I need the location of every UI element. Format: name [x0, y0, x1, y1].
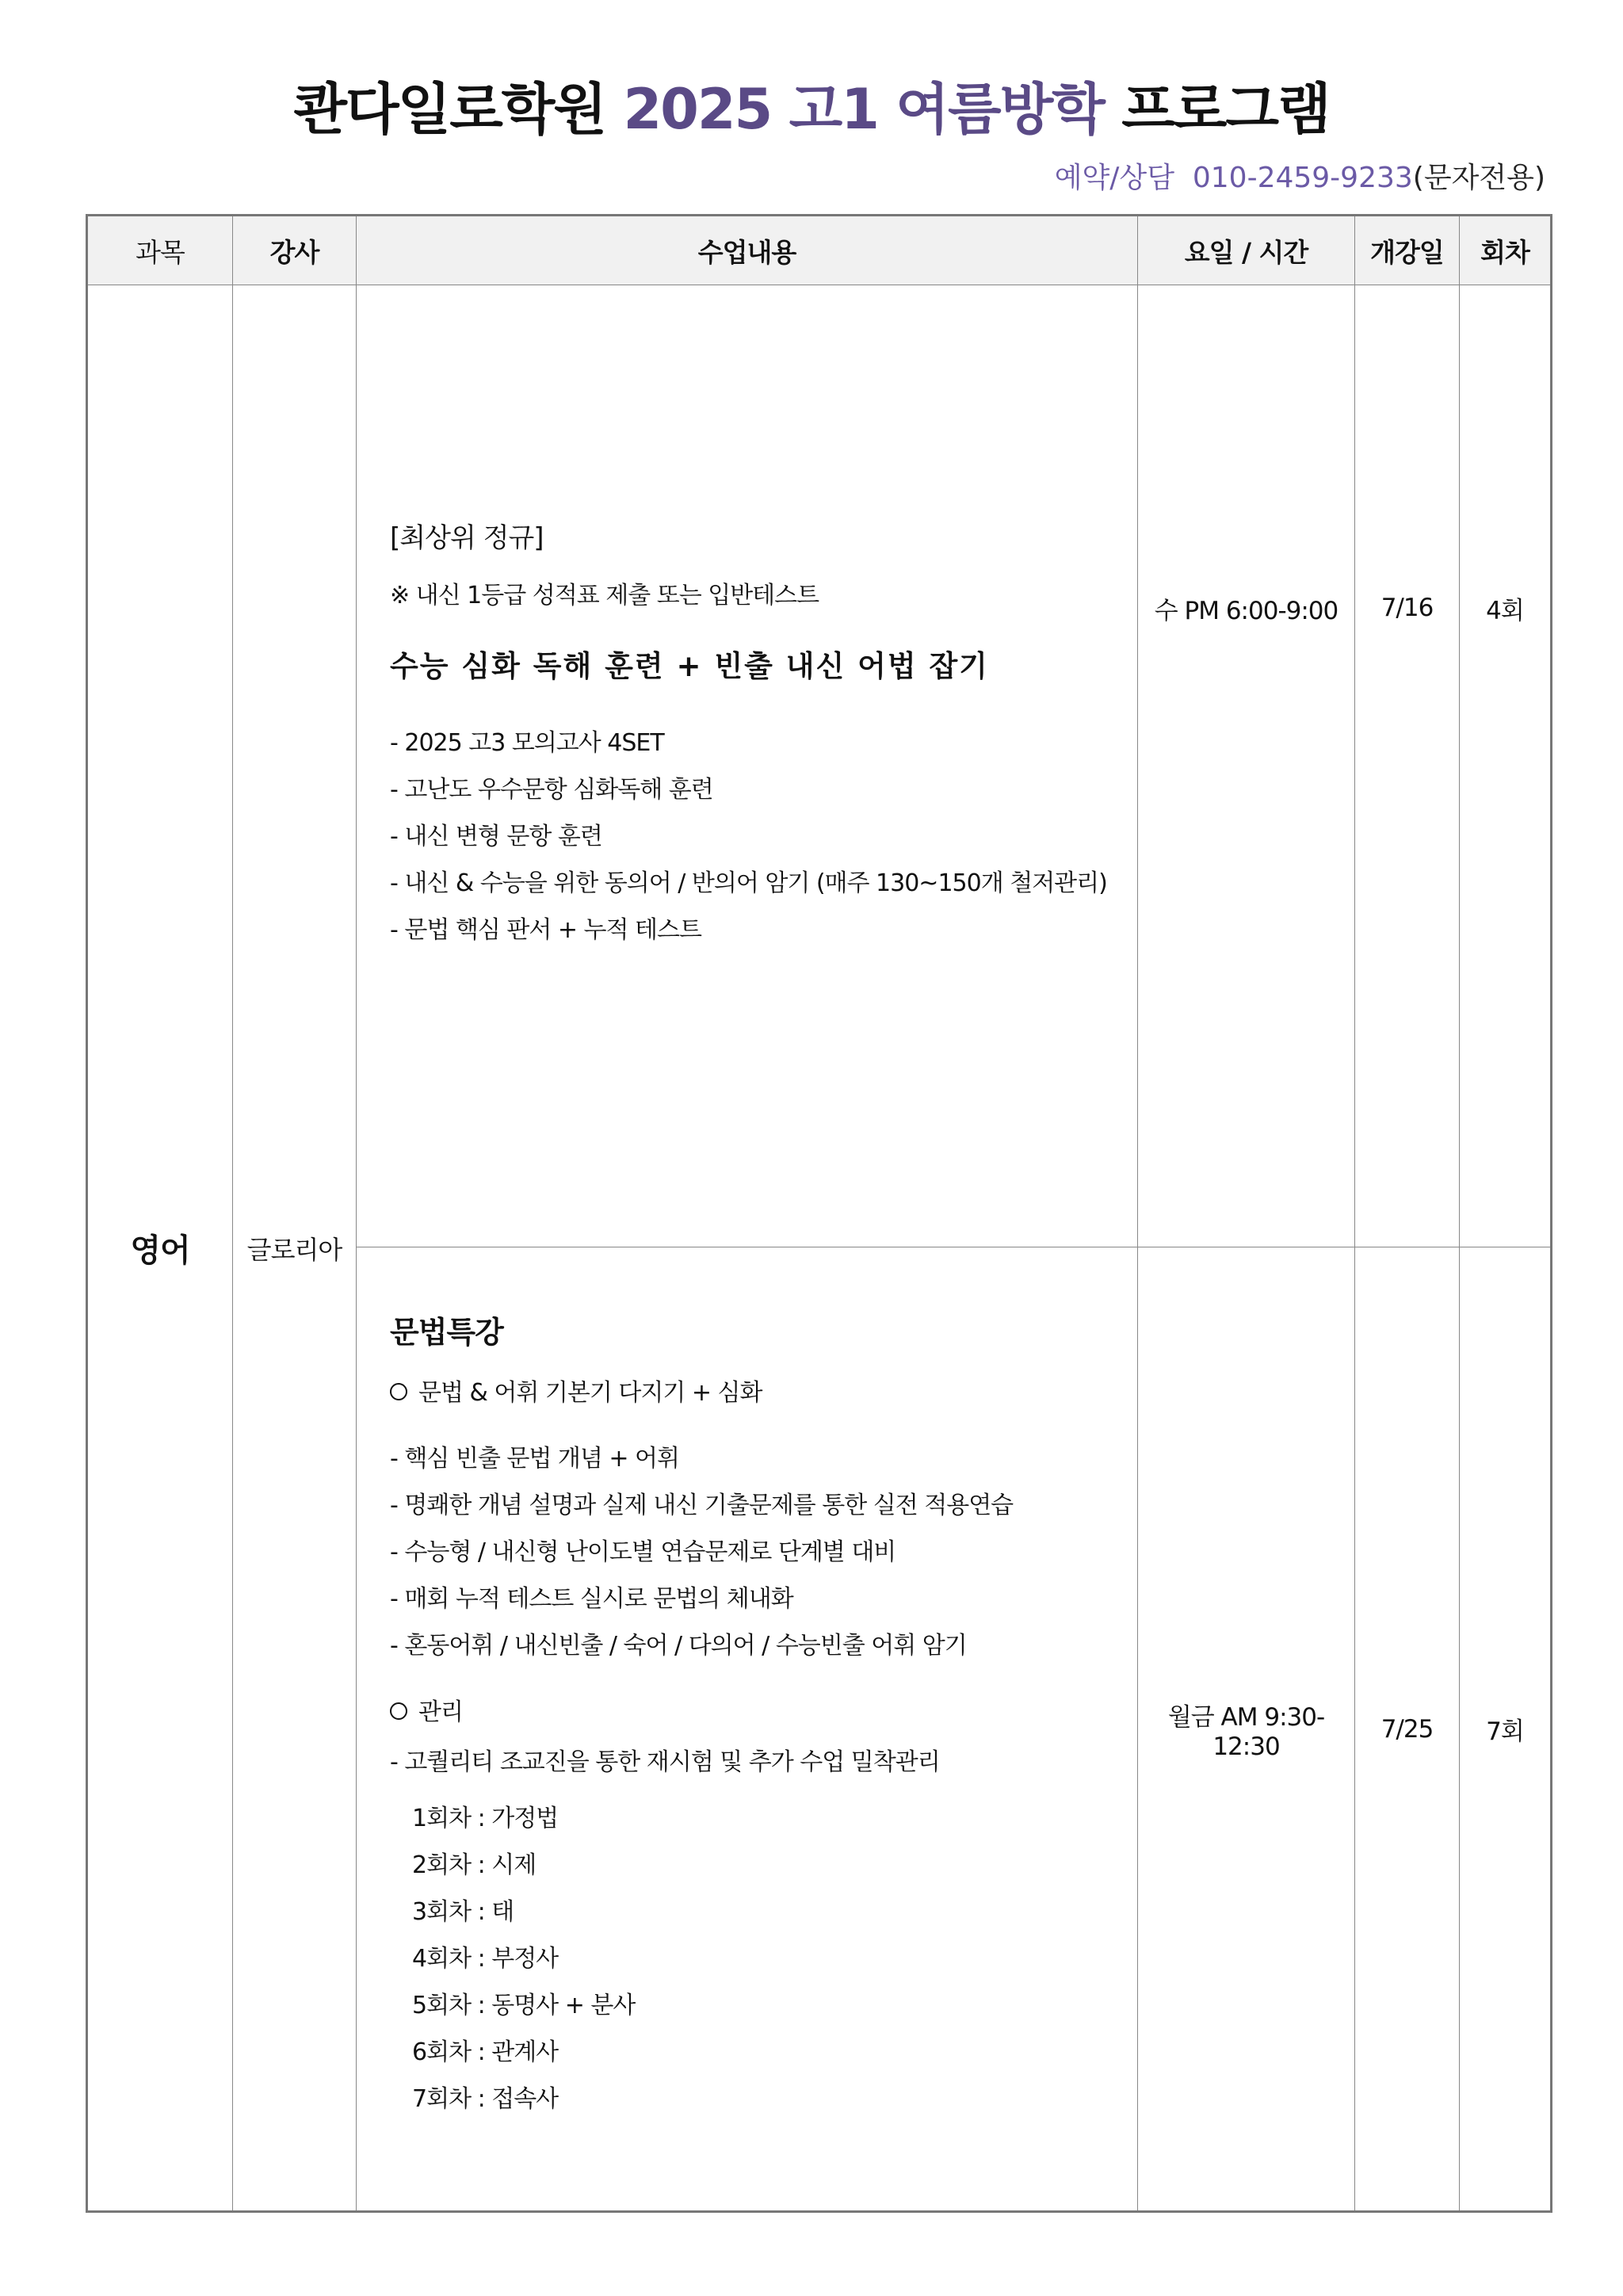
curriculum-item: 7회차 : 접속사 [412, 2085, 559, 2113]
header-row [87, 216, 1552, 285]
curriculum-item: 5회차 : 동명사 + 분사 [412, 1992, 636, 2019]
sessions-cell: 4회 [1460, 285, 1552, 1247]
list-item: - 내신 & 수능을 위한 동의어 / 반의어 암기 (매주 130~150개 철저관리) [390, 869, 1107, 897]
course-headline: 수능 심화 독해 훈련 + 빈출 내신 어법 잡기 [390, 648, 989, 683]
start-cell: 7/25 [1355, 1247, 1460, 2212]
time-cell: 월금 AM 9:30-12:30 [1138, 1247, 1355, 2212]
teacher-cell: 글로리아 [233, 285, 357, 2212]
course-note: ※ 내신 1등급 성적표 제출 또는 입반테스트 [390, 581, 819, 609]
page-title [0, 65, 1623, 145]
contact-phone: 010-2459-9233 [1192, 162, 1413, 194]
header-subject: 과목 [87, 216, 233, 285]
course-bracket: [최상위 정규] [390, 521, 544, 554]
time-cell: 수 PM 6:00-9:00 [1138, 285, 1355, 1247]
curriculum-item: 3회차 : 태 [412, 1898, 514, 1926]
curriculum-item: 4회차 : 부정사 [412, 1945, 559, 1973]
contact-note: (문자전용) [1412, 162, 1545, 194]
title-suffix: 프로그램 [1121, 77, 1330, 142]
header-content: 수업내용 [357, 216, 1138, 285]
header-sessions: 회차 [1460, 216, 1552, 285]
table-row [87, 285, 1552, 1247]
list-item: - 명쾌한 개념 설명과 실제 내신 기출문제를 통한 실전 적용연습 [390, 1492, 1014, 1519]
contact-label: 예약/상담 [1054, 162, 1174, 194]
manage-subtitle: 관리 [390, 1693, 1123, 1733]
list-item: - 수능형 / 내신형 난이도별 연습문제로 단계별 대비 [390, 1538, 896, 1566]
list-item: - 혼동어휘 / 내신빈출 / 숙어 / 다의어 / 수능빈출 어휘 암기 [390, 1632, 967, 1660]
header-time: 요일 / 시간 [1138, 216, 1355, 285]
curriculum-item: 6회차 : 관계사 [412, 2038, 559, 2066]
grammar-title: 문법특강 [390, 1315, 503, 1350]
title-academy: 콴다일로학원 [293, 77, 606, 142]
list-item: - 2025 고3 모의고사 4SET [390, 728, 664, 757]
list-item: - 매회 누적 테스트 실시로 문법의 체내화 [390, 1585, 793, 1613]
header-teacher: 강사 [233, 216, 357, 285]
list-item: - 고난도 우수문항 심화독해 훈련 [390, 775, 713, 804]
list-item: - 문법 핵심 판서 + 누적 테스트 [390, 915, 701, 944]
manage-item: - 고퀄리티 조교진을 통한 재시험 및 추가 수업 밀착관리 [390, 1748, 940, 1776]
curriculum-item: 1회차 : 가정법 [412, 1805, 559, 1832]
schedule-table [86, 214, 1552, 2213]
sessions-cell: 7회 [1460, 1247, 1552, 2212]
content-cell-regular [357, 285, 1138, 1247]
circle-bullet-icon [390, 1702, 407, 1720]
circle-bullet-icon [390, 1383, 407, 1400]
list-item: - 핵심 빈출 문법 개념 + 어휘 [390, 1445, 679, 1473]
start-cell: 7/16 [1355, 285, 1460, 1247]
title-program: 2025 고1 여름방학 [623, 77, 1104, 142]
subject-cell: 영어 [87, 285, 233, 2212]
header-start: 개강일 [1355, 216, 1460, 285]
curriculum-item: 2회차 : 시제 [412, 1851, 537, 1879]
content-cell-grammar [357, 1247, 1138, 2212]
grammar-subtitle: 문법 & 어휘 기본기 다지기 + 심화 [390, 1373, 1123, 1413]
list-item: - 내신 변형 문항 훈련 [390, 822, 602, 850]
contact-line [1055, 155, 1545, 196]
